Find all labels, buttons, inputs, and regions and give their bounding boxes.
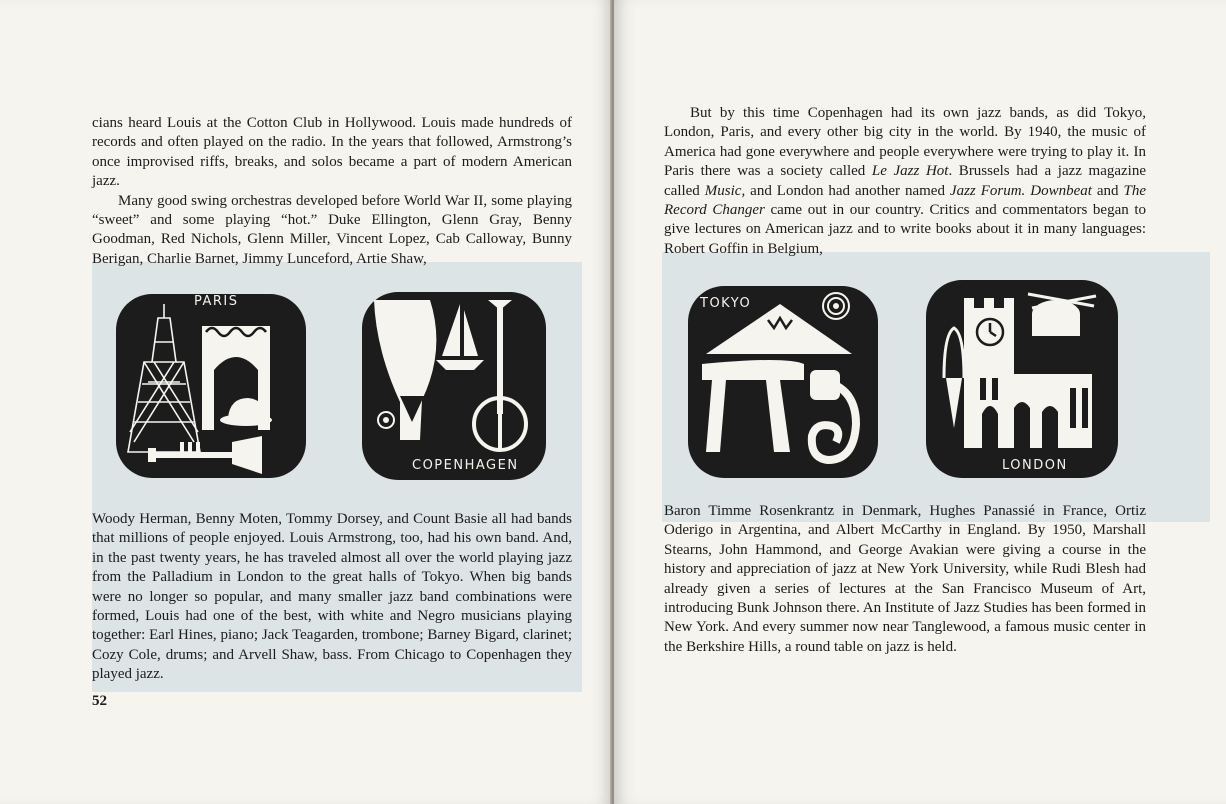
tokyo-illustration: [686, 284, 880, 480]
italic-title: Le Jazz Hot: [871, 163, 949, 180]
london-label: LONDON: [1002, 458, 1068, 473]
left-page-text-top: [92, 114, 572, 269]
paragraph: Woody Herman, Benny Moten, Tommy Dorsey, and Count Basie all had bands that millions of people enjoyed. Louis Armstrong, too, had his own band. And, in the past twenty years, he has traveled almost all over the world playing jazz from the Palladium in London to the great halls of Tokyo. When big bands were no longer so popular, and many smaller jazz band combinations were formed, Louis had one of the best, with white and Negro musicians playing together: Earl Hines, piano; Jack Teagarden, trombone; Barney Bigard, clarinet; Cozy Cole, drums; and Arvell Shaw, bass. From Chicago to Copenhagen they played jazz.: [92, 511, 572, 683]
right-page: [614, 0, 1226, 804]
paragraph: cians heard Louis at the Cotton Club in Hollywood. Louis made hundreds of records and often played on the radio. In the years that followed, Armstrong’s once improvised riffs, breaks, and solos became a part of modern American jazz.: [92, 115, 572, 190]
paragraph: Baron Timme Rosenkrantz in Denmark, Hughes Panassié in France, Ortiz Oderigo in Argentina, and Albert McCarthy in England. By 1950, Marshall Stearns, John Hammond, and George Avakian were giving a course in the history and appreciation of jazz at New York University, while Rudi Blesh had already given a series of lectures at the San Francisco Museum of Art, introducing Bunk Johnson there. An Institute of Jazz Studies has been formed in New York. And every summer now near Tanglewood, a famous music center in the Berkshire Hills, a round table on jazz is held.: [664, 503, 1146, 655]
paris-illustration: [114, 292, 308, 480]
text-run: and: [1091, 182, 1124, 199]
right-page-text-bottom: [664, 502, 1146, 657]
italic-title: Jazz Forum. Downbeat: [949, 182, 1092, 199]
text-run: But by this time Copenhagen had its own jazz bands, as did Tokyo, London, Paris, and every other big city in the world. By 1940, the music of America had gone everywhere and people everywhere were trying to play it. In Paris there was a society called: [664, 105, 1146, 180]
left-page: [0, 0, 612, 804]
paris-label: PARIS: [194, 294, 239, 309]
page-number: 52: [92, 693, 107, 709]
tokyo-label: TOKYO: [700, 296, 752, 311]
paragraph: Many good swing orchestras developed before World War II, some playing “sweet” and some playing “hot.” Duke Ellington, Glenn Gray, Benny Goodman, Red Nichols, Glenn Miller, Vincent Lopez, Cab Calloway, Bunny Berigan, Charlie Barnet, Jimmy Lunceford, Artie Shaw,: [92, 192, 572, 267]
london-icon: [924, 278, 1120, 480]
italic-title: The Record Changer: [664, 182, 1146, 219]
right-page-text-top: [664, 104, 1146, 259]
italic-title: Music,: [704, 182, 746, 199]
text-run: . Brussels had a jazz magazine called: [664, 163, 1146, 199]
copenhagen-label: COPENHAGEN: [412, 458, 519, 473]
text-run: came out in our country. Critics and commentators began to give lectures on American jazz and to write books about it in many languages: Robert Goffin in Belgium,: [664, 202, 1146, 257]
paragraph: [664, 104, 1146, 259]
london-illustration: [924, 278, 1120, 480]
copenhagen-illustration: [360, 290, 548, 482]
paris-icon: [114, 292, 308, 480]
tokyo-icon: [686, 284, 880, 480]
copenhagen-icon: [360, 290, 548, 482]
left-page-text-bottom: [92, 510, 572, 685]
text-run: and London had another named: [745, 182, 950, 199]
